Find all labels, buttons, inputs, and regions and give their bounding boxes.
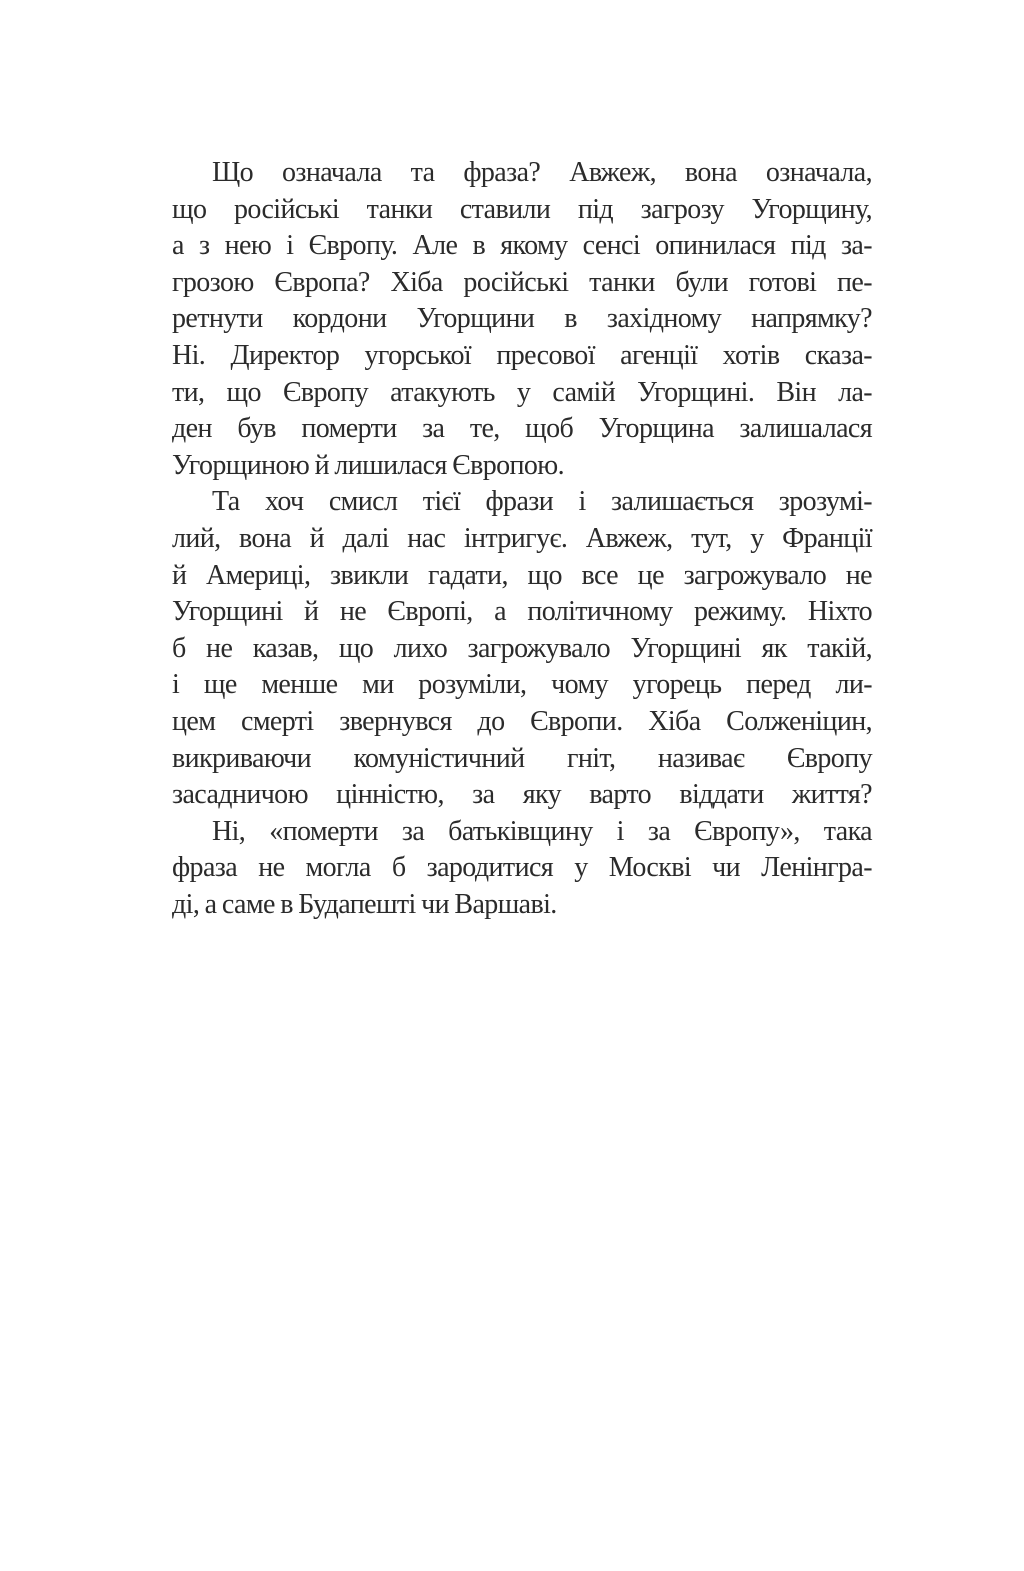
text-line: ретнути кордони Угорщини в західному напрямку? [172,303,872,335]
text-line: б не казав, що лихо загрожувало Угорщині як такій, [172,632,872,664]
text-line: грозою Європа? Хіба російські танки були готові пе- [172,266,872,298]
text-line: що російські танки ставили під загрозу Угорщину, [172,193,872,225]
text-line: Ні, «померти за батьківщину і за Європу», така [212,815,872,847]
text-line: і ще менше ми розуміли, чому угорець перед ли- [172,669,872,701]
book-page [172,155,872,923]
text-line: Ні. Директор угорської пресової агенції хотів сказа- [172,339,872,371]
text-line: лий, вона й далі нас інтригує. Авжеж, тут, у Франції [172,522,872,554]
text-line: викриваючи комуністичний гніт, називає Європу [172,742,872,774]
text-line: Що означала та фраза? Авжеж, вона означала, [212,157,872,188]
paragraph-2 [172,484,872,813]
text-line: фраза не могла б зародитися у Москві чи Ленінгра- [172,852,872,884]
text-line: ден був померти за те, щоб Угорщина залишалася [172,413,872,445]
text-line: й Америці, звикли гадати, що все це загрожувало не [172,559,872,591]
text-line: ді, а саме в Будапешті чи Варшаві. [172,888,557,920]
text-line: засадничою цінністю, за яку варто віддати життя? [172,779,872,811]
paragraph-1 [172,155,872,484]
text-line: а з нею і Європу. Але в якому сенсі опинилася під за- [172,230,872,262]
text-line: ти, що Європу атакують у самій Угорщині. Він ла- [172,376,872,408]
paragraph-3 [172,814,872,924]
text-line: Угорщині й не Європі, а політичному режиму. Ніхто [172,596,872,628]
text-line: Та хоч смисл тієї фрази і залишається зрозумі- [212,486,872,518]
text-line: цем смерті звернувся до Європи. Хіба Солженіцин, [172,705,872,737]
text-line: Угорщиною й лишилася Європою. [172,449,564,481]
